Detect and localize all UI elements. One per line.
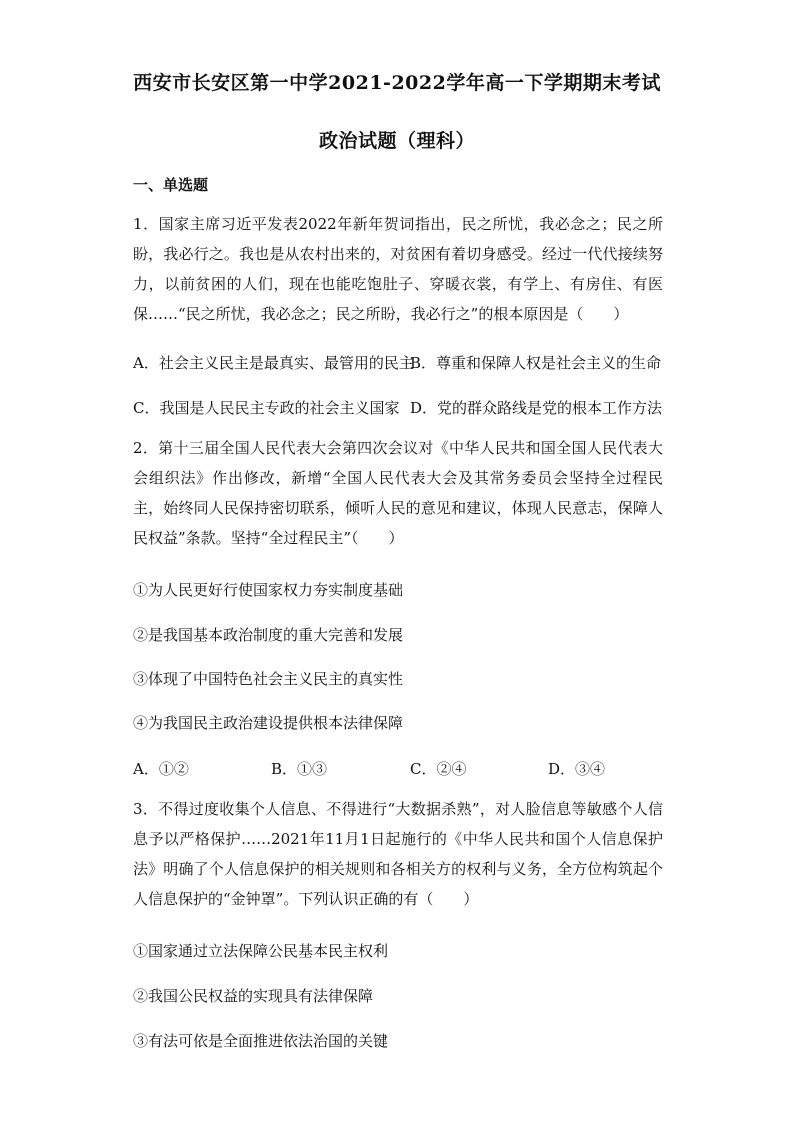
question-2-statement-1: ①为人民更好行使国家权力夯实制度基础 [133,581,404,599]
question-1-option-d: D．党的群众路线是党的根本工作方法 [410,399,663,417]
section-heading: 一、单选题 [133,176,209,194]
question-2-stem: 2．第十三届全国人民代表大会第四次会议对《中华人民共和国全国人民代表大会组织法》作出修改，新增“全国人民代表大会及其常务委员会坚持全过程民主，始终同人民保持密切联系，倾听人民的意见和建议，体现人民意志，保障人民权益”条款。坚持“全过程民主”（ ） [133,439,663,547]
question-2-option-c: C．②④ [410,760,467,778]
question-1-option-a: A．社会主义民主是最真实、最管用的民主 [133,354,414,372]
question-2-statement-3: ③体现了中国特色社会主义民主的真实性 [133,670,404,688]
question-2-option-a: A．①② [133,760,189,778]
question-3-stem: 3．不得过度收集个人信息、不得进行“大数据杀熟”，对人脸信息等敏感个人信息予以严格保护……2021年11月1日起施行的《中华人民共和国个人信息保护法》明确了个人信息保护的相关规则和各相关方的权利与义务，全方位构筑起个人信息保护的“金钟罩”。下列认识正确的有（ ） [133,800,663,908]
question-3-statement-1: ①国家通过立法保障公民基本民主权利 [133,942,389,960]
exam-title: 西安市长安区第一中学2021-2022学年高一下学期期末考试 [133,72,661,94]
question-2-option-b: B．①③ [271,760,328,778]
exam-subtitle: 政治试题（理科） [318,130,475,152]
question-1-option-b: B．尊重和保障人权是社会主义的生命 [410,354,662,372]
question-2-statement-4: ④为我国民主政治建设提供根本法律保障 [133,714,404,732]
question-3-statement-3: ③有法可依是全面推进依法治国的关键 [133,1032,389,1050]
question-1-stem: 1．国家主席习近平发表2022年新年贺词指出，民之所忧，我必念之；民之所盼，我必行之。我也是从农村出来的，对贫困有着切身感受。经过一代代接续努力，以前贫困的人们，现在也能吃饱肚子、穿暖衣裳，有学上、有房住、有医保……“民之所忧，我必念之；民之所盼，我必行之”的根本原因是（ ） [133,215,663,323]
question-2-option-d: D．③④ [548,760,606,778]
question-2-statement-2: ②是我国基本政治制度的重大完善和发展 [133,626,404,644]
question-1-option-c: C．我国是人民民主专政的社会主义国家 [133,399,400,417]
question-3-statement-2: ②我国公民权益的实现具有法律保障 [133,987,374,1005]
